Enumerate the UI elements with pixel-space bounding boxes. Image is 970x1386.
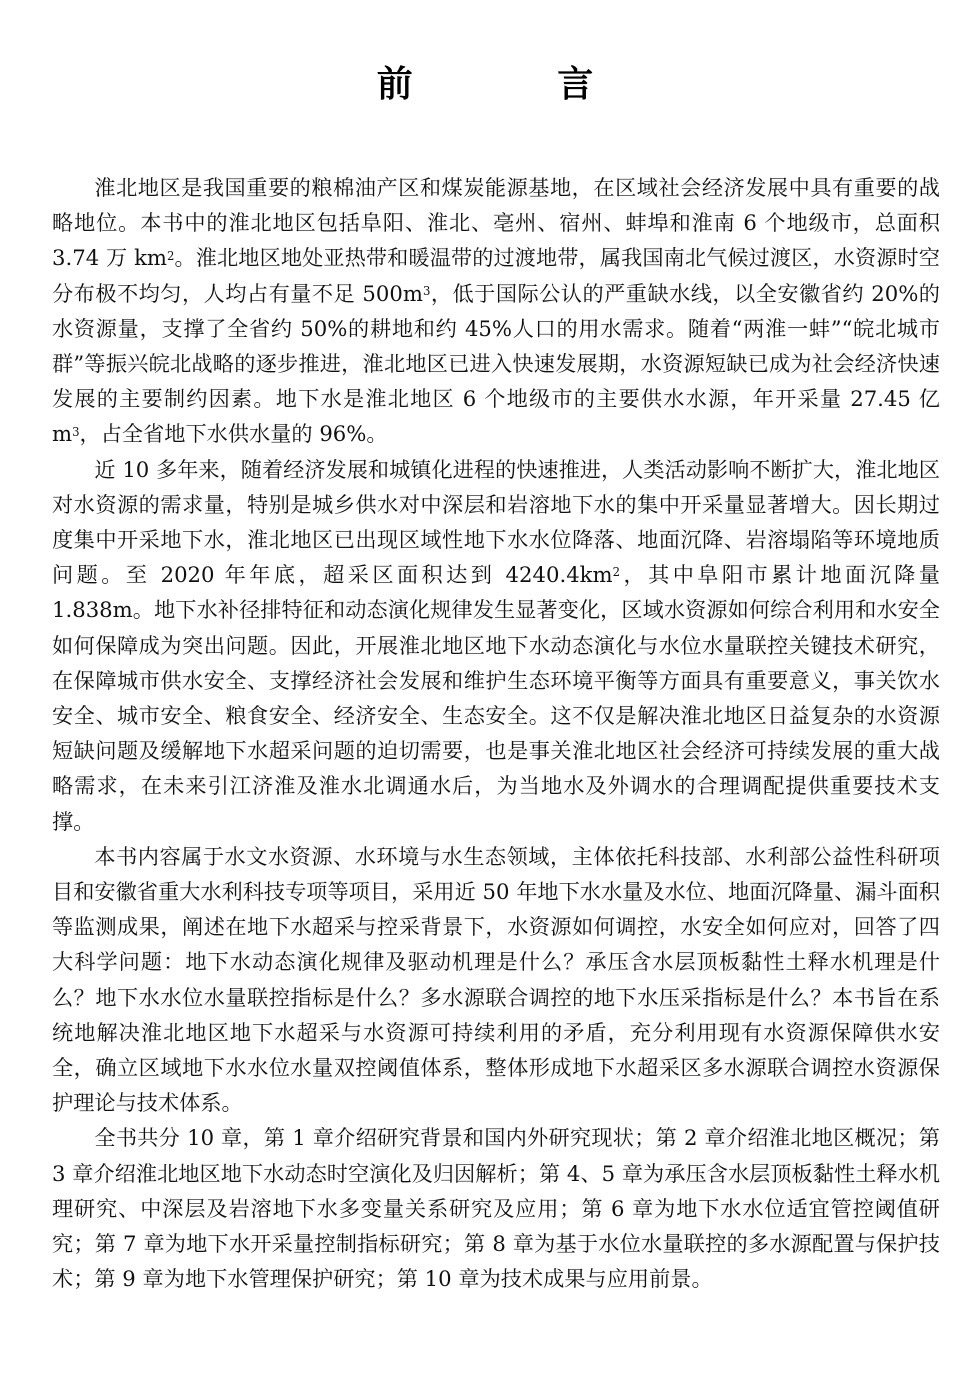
superscript: 3 — [72, 424, 80, 439]
text-run: ，占全省地下水供水量的 96%。 — [79, 421, 388, 447]
text-run: 。淮北地区地处亚热带和暖温带的过渡地带，属我国南北气候过渡区，水资源时空分布极不均匀，人均占有量不足 500m — [52, 245, 940, 306]
page-title: 前 言 — [376, 64, 660, 105]
text-run: 近 10 多年来，随着经济发展和城镇化进程的快速推进，人类活动影响不断扩大，淮北地区对水资源的需求量，特别是城乡供水对中深层和岩溶地下水的集中开采量显著增大。因长期过度集中开采地下水，淮北地区已出现区域性地下水水位降落、地面沉降、岩溶塌陷等环境地质问题。至 2020 年年底，超采区面积达到 4240.4km — [52, 456, 940, 588]
superscript: 2 — [167, 248, 175, 263]
text-run: 淮北地区是我国重要的粮棉油产区和煤炭能源基地，在区域社会经济发展中具有重要的战略地位。本书中的淮北地区包括阜阳、淮北、亳州、宿州、蚌埠和淮南 6 个地级市，总面积 3.74 万 km — [52, 175, 940, 271]
text-run: ，其中阜阳市累计地面沉降量 1.838m。地下水补径排特征和动态演化规律发生显著变化，区域水资源如何综合利用和水安全如何保障成为突出问题。因此，开展淮北地区地下水动态演化与水位水量联控关键技术研究，在保障城市供水安全、支撑经济社会发展和维护生态环境平衡等方面具有重要意义，事关饮水安全、城市安全、粮食安全、经济安全、生态安全。这不仅是解决淮北地区日益复杂的水资源短缺问题及缓解地下水超采问题的迫切需要，也是事关淮北地区社会经济可持续发展的重大战略需求，在未来引江济淮及淮水北调通水后，为当地水及外调水的合理调配提供重要技术支撑。 — [52, 562, 940, 834]
text-run: 全书共分 10 章，第 1 章介绍研究背景和国内外研究现状；第 2 章介绍淮北地区概况；第 3 章介绍淮北地区地下水动态时空演化及归因解析；第 4、5 章为承压含水层顶板黏性土释水机理研究、中深层及岩溶地下水多变量关系研究及应用；第 6 章为地下水水位适宜管控阈值研究；第 7 章为地下水开采量控制指标研究；第 8 章为基于水位水量联控的多水源配置与保护技术；第 9 章为地下水管理保护研究；第 10 章为技术成果与应用前景。 — [52, 1125, 940, 1292]
text-run: ，低于国际公认的严重缺水线，以全安徽省约 20%的水资源量，支撑了全省约 50%的耕地和约 45%人口的用水需求。随着“两淮一蚌”“皖北城市群”等振兴皖北战略的逐步推进，淮北地区已进入快速发展期，水资源短缺已成为社会经济快速发展的主要制约因素。地下水是淮北地区 6 个地级市的主要供水水源，年开采量 27.45 亿 m — [52, 280, 940, 447]
superscript: 3 — [422, 283, 431, 298]
superscript: 2 — [612, 565, 621, 580]
body-text — [52, 170, 940, 1297]
paragraph — [52, 1120, 940, 1296]
paragraph — [52, 170, 940, 452]
paragraph — [52, 839, 940, 1121]
text-run: 本书内容属于水文水资源、水环境与水生态领域，主体依托科技部、水利部公益性科研项目和安徽省重大水利科技专项等项目，采用近 50 年地下水水量及水位、地面沉降量、漏斗面积等监测成果，阐述在地下水超采与控采背景下，水资源如何调控，水安全如何应对，回答了四大科学问题：地下水动态演化规律及驱动机理是什么？承压含水层顶板黏性土释水机理是什么？地下水水位水量联控指标是什么？多水源联合调控的地下水压采指标是什么？本书旨在系统地解决淮北地区地下水超采与水资源可持续利用的矛盾，充分利用现有水资源保障供水安全，确立区域地下水水位水量双控阈值体系，整体形成地下水超采区多水源联合调控水资源保护理论与技术体系。 — [52, 843, 940, 1116]
paragraph — [52, 452, 940, 839]
